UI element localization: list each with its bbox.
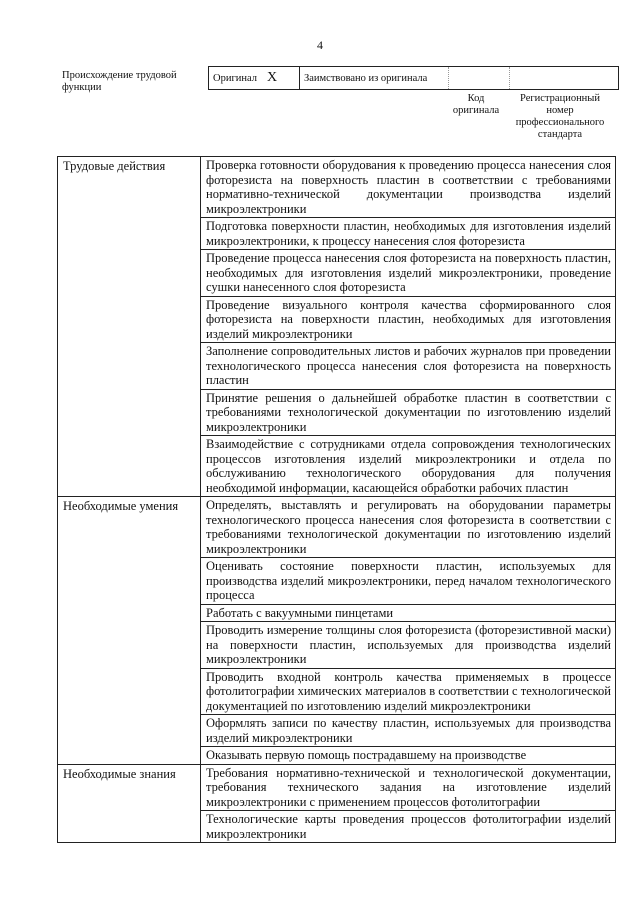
code-cell xyxy=(449,67,510,90)
reg-number-cell xyxy=(510,67,619,90)
table-row xyxy=(58,157,616,218)
reg-number-label: Регистрационный номер профессионального стандарта xyxy=(515,93,605,140)
table-row xyxy=(58,764,616,811)
section-item: Проводить входной контроль качества применяемых в процессе фотолитографии химических материалов в соответствии с технологической документацией по изготовлению изделий микроэлектроники xyxy=(201,668,616,715)
function-table xyxy=(57,156,616,843)
original-cell xyxy=(209,67,300,90)
section-item: Требования нормативно-технической и технологической документации, требования технического задания на изготовление изделий микроэлектроники с применением процессов фотолитографии xyxy=(201,764,616,811)
borrowed-label: Заимствовано из оригинала xyxy=(304,72,428,84)
function-table-body xyxy=(58,157,616,843)
origin-label: Происхождение трудовой функции xyxy=(62,70,177,93)
section-item: Принятие решения о дальнейшей обработке пластин в соответствии с требованиями технологической документации по изготовлению изделий микроэлектроники xyxy=(201,389,616,436)
section-item: Оказывать первую помощь пострадавшему на производстве xyxy=(201,747,616,765)
borrowed-cell xyxy=(300,67,449,90)
section-item: Работать с вакуумными пинцетами xyxy=(201,604,616,622)
section-item: Оформлять записи по качеству пластин, используемых для производства изделий микроэлектроники xyxy=(201,715,616,747)
page-number: 4 xyxy=(317,38,323,52)
section-title: Необходимые умения xyxy=(58,497,201,765)
original-label: Оригинал xyxy=(213,73,257,84)
code-label: Код оригинала xyxy=(452,93,500,116)
section-item: Взаимодействие с сотрудниками отдела сопровождения технологических процессов изготовления изделий микроэлектроники и отдела по обслуживанию технологического оборудования для получения необходимой информации, касающейся обработки рабочих пластин xyxy=(201,436,616,497)
section-title: Необходимые знания xyxy=(58,764,201,843)
section-item: Определять, выставлять и регулировать на оборудовании параметры технологического процесса нанесения слоя фоторезиста в соответствии с требованиями технологической документации по изготовлению изделий микроэлектроники xyxy=(201,497,616,558)
section-item: Проверка готовности оборудования к проведению процесса нанесения слоя фоторезиста на поверхность пластин в соответствии с требованиями нормативно-технической документации производства изделий микроэлектроники xyxy=(201,157,616,218)
section-item: Проведение процесса нанесения слоя фоторезиста на поверхность пластин, необходимых для изготовления изделий микроэлектроники, проведение сушки нанесенного слоя фоторезиста xyxy=(201,250,616,297)
origin-table xyxy=(208,66,619,90)
section-title: Трудовые действия xyxy=(58,157,201,497)
table-row xyxy=(58,497,616,558)
section-item: Заполнение сопроводительных листов и рабочих журналов при проведении технологического процесса нанесения слоя фоторезиста на поверхность пластин xyxy=(201,343,616,390)
section-item: Подготовка поверхности пластин, необходимых для изготовления изделий микроэлектроники, к процессу нанесения слоя фоторезиста xyxy=(201,218,616,250)
section-item: Проводить измерение толщины слоя фоторезиста (фоторезистивной маски) на поверхности пластин, используемых для производства изделий микроэлектроники xyxy=(201,622,616,669)
section-item: Оценивать состояние поверхности пластин, используемых для производства изделий микроэлектроники, перед началом технологического процесса xyxy=(201,558,616,605)
original-mark: X xyxy=(267,70,278,85)
section-item: Технологические карты проведения процессов фотолитографии изделий микроэлектроники xyxy=(201,811,616,843)
section-item: Проведение визуального контроля качества сформированного слоя фоторезиста на поверхности пластин, необходимых для изготовления изделий микроэлектроники xyxy=(201,296,616,343)
